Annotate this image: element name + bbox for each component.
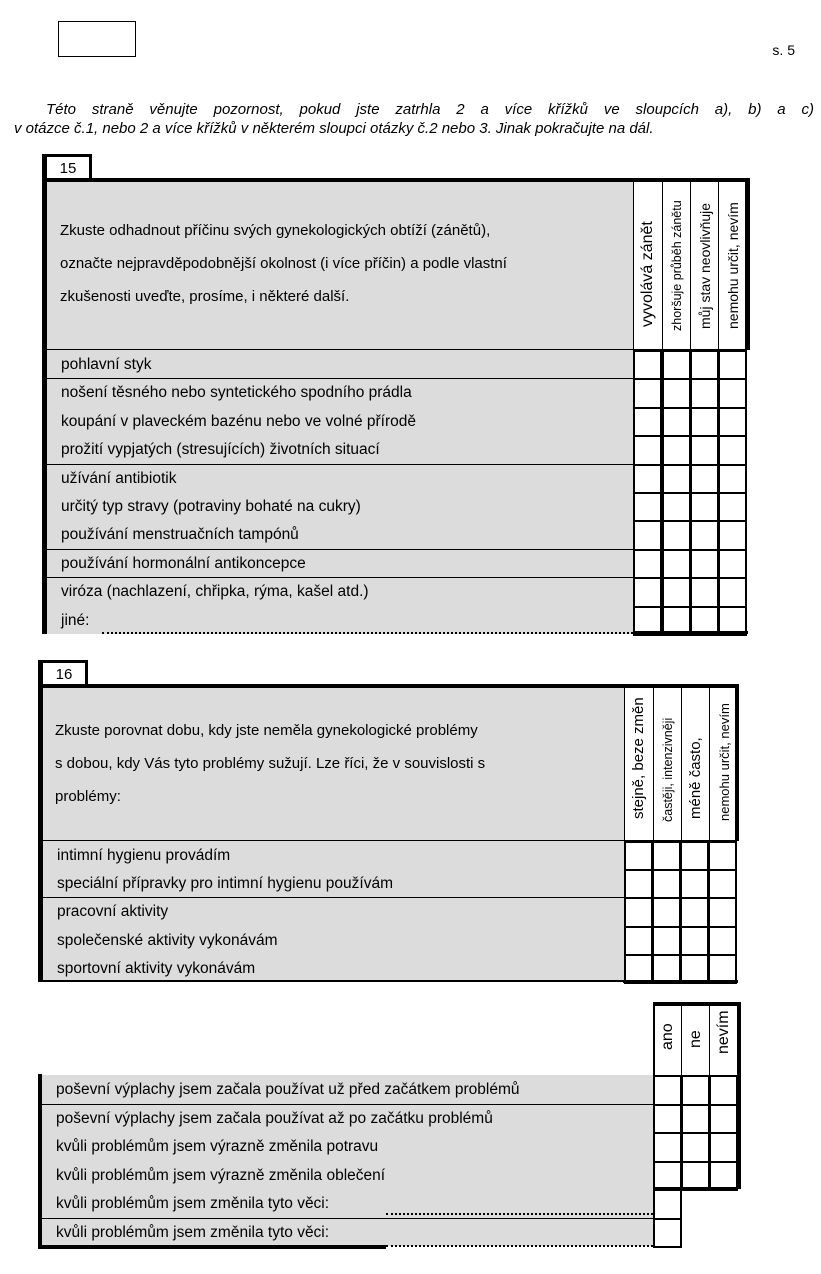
column-header	[662, 182, 690, 349]
answer-checkbox[interactable]	[690, 435, 719, 465]
column-header	[710, 1006, 737, 1074]
answer-checkbox[interactable]	[680, 869, 709, 899]
row-separator	[47, 464, 633, 465]
answer-checkbox[interactable]	[708, 841, 737, 871]
table-row-label: kvůli problémům jsem změnila tyto věci:	[42, 1189, 653, 1218]
answer-checkbox[interactable]	[681, 1075, 710, 1106]
table-row-label: pohlavní styk	[47, 350, 633, 378]
question-number: 16	[40, 660, 88, 686]
page-number: s. 5	[772, 42, 795, 58]
column-label: vyvolává zánět	[639, 221, 656, 327]
respondent-id-box[interactable]	[58, 21, 136, 57]
question-line: Zkuste porovnat dobu, kdy jste neměla gynekologické problémy	[55, 722, 478, 739]
question-line: zkušenosti uveďte, prosíme, i některé další.	[60, 288, 350, 305]
answer-checkbox[interactable]	[624, 841, 653, 871]
answer-checkbox[interactable]	[681, 1132, 710, 1163]
answer-checkbox[interactable]	[633, 464, 662, 494]
answer-checkbox[interactable]	[652, 926, 681, 956]
other-answer-field[interactable]	[102, 618, 633, 634]
answer-checkbox[interactable]	[690, 378, 719, 408]
column-label: ne	[686, 1030, 704, 1048]
table-row-label: poševní výplachy jsem začala používat už před začátkem problémů	[42, 1075, 653, 1104]
row-separator	[43, 897, 624, 898]
row-separator	[47, 577, 633, 578]
answer-checkbox[interactable]	[633, 378, 662, 408]
table-row-label: kvůli problémům jsem změnila tyto věci:	[42, 1218, 653, 1247]
answer-checkbox[interactable]	[690, 407, 719, 437]
answer-checkbox[interactable]	[662, 435, 691, 465]
column-header	[624, 688, 653, 840]
answer-checkbox[interactable]	[624, 926, 653, 956]
answer-checkbox[interactable]	[709, 1075, 738, 1106]
answer-checkbox[interactable]	[633, 520, 662, 550]
answer-checkbox[interactable]	[662, 492, 691, 522]
table-row-label: sportovní aktivity vykonávám	[43, 954, 624, 982]
column-header	[681, 688, 709, 840]
answer-checkbox[interactable]	[662, 464, 691, 494]
table-row-label: kvůli problémům jsem výrazně změnila potravu	[42, 1132, 653, 1161]
answer-checkbox[interactable]	[652, 841, 681, 871]
table-row-label: používání hormonální antikoncepce	[47, 549, 633, 577]
question-number: 15	[44, 154, 92, 180]
table-row-label: poševní výplachy jsem začala používat až po začátku problémů	[42, 1104, 653, 1133]
answer-checkbox[interactable]	[633, 407, 662, 437]
answer-checkbox[interactable]	[633, 435, 662, 465]
answer-checkbox[interactable]	[718, 464, 747, 494]
table-row-label: kvůli problémům jsem výrazně změnila oblečení	[42, 1161, 653, 1190]
answer-checkbox[interactable]	[653, 1189, 682, 1220]
table-bottom-border	[623, 980, 738, 983]
row-separator	[47, 549, 633, 550]
answer-checkbox[interactable]	[680, 841, 709, 871]
column-label: stejně, beze změn	[630, 697, 647, 819]
answer-checkbox[interactable]	[709, 1104, 738, 1135]
answer-checkbox[interactable]	[681, 1104, 710, 1135]
table-row-label: koupání v plaveckém bazénu nebo ve volné přírodě	[47, 407, 633, 435]
answer-checkbox[interactable]	[718, 378, 747, 408]
answer-checkbox[interactable]	[708, 897, 737, 927]
answer-checkbox[interactable]	[633, 350, 662, 380]
answer-checkbox[interactable]	[718, 350, 747, 380]
row-separator	[42, 1218, 653, 1219]
row-separator	[42, 1104, 653, 1105]
table-row-label: jiné:	[47, 606, 633, 634]
table-row-label: speciální přípravky pro intimní hygienu používám	[43, 869, 624, 897]
question-line: problémy:	[55, 788, 121, 805]
answer-checkbox[interactable]	[718, 435, 747, 465]
instructions	[14, 100, 814, 138]
other-answer-field[interactable]	[386, 1232, 653, 1247]
table-row-label: prožití vypjatých (stresujících) životních situací	[47, 435, 633, 463]
answer-checkbox[interactable]	[662, 350, 691, 380]
answer-checkbox[interactable]	[680, 897, 709, 927]
answer-checkbox[interactable]	[718, 407, 747, 437]
question-line: Zkuste odhadnout příčinu svých gynekologických obtíží (zánětů),	[60, 222, 491, 239]
answer-checkbox[interactable]	[680, 926, 709, 956]
question-line: s dobou, kdy Vás tyto problémy sužují. Lze říci, že v souvislosti s	[55, 755, 486, 772]
column-label: ano	[659, 1023, 676, 1050]
table-row-label: pracovní aktivity	[43, 897, 624, 925]
table-row-label: nošení těsného nebo syntetického spodního prádla	[47, 378, 633, 406]
answer-checkbox[interactable]	[690, 577, 719, 607]
answer-checkbox[interactable]	[624, 869, 653, 899]
answer-checkbox[interactable]	[709, 1132, 738, 1163]
answer-checkbox[interactable]	[662, 378, 691, 408]
answer-checkbox[interactable]	[690, 549, 719, 579]
answer-checkbox[interactable]	[662, 407, 691, 437]
column-label: nemohu určit, nevím	[716, 703, 732, 821]
column-label: nevím	[714, 1010, 732, 1054]
column-header	[682, 1006, 709, 1074]
question-line: označte nejpravděpodobnější okolnost (i více příčin) a podle vlastní	[60, 255, 507, 272]
column-header	[653, 688, 681, 840]
column-header	[690, 182, 718, 349]
column-label: nemohu určit, nevím	[724, 202, 741, 329]
answer-checkbox[interactable]	[633, 577, 662, 607]
column-label: zhoršuje průběh zánětu	[669, 199, 684, 331]
column-header	[709, 688, 737, 840]
answer-checkbox[interactable]	[662, 549, 691, 579]
column-header	[633, 182, 662, 349]
column-label: méně často,	[686, 737, 704, 819]
table-row-label: intimní hygienu provádím	[43, 841, 624, 869]
table-bottom-border	[38, 1245, 386, 1249]
answer-checkbox[interactable]	[653, 1132, 682, 1163]
answer-checkbox[interactable]	[718, 520, 747, 550]
question-text	[47, 182, 633, 349]
table-bottom-border	[653, 1187, 741, 1189]
answer-checkbox[interactable]	[624, 897, 653, 927]
answer-checkbox[interactable]	[653, 1075, 682, 1106]
table-row-label: viróza (nachlazení, chřipka, rýma, kašel atd.)	[47, 577, 633, 605]
answer-checkbox[interactable]	[633, 492, 662, 522]
column-header	[655, 1006, 681, 1074]
row-separator	[47, 378, 633, 379]
table-bottom-border	[633, 631, 748, 634]
answer-checkbox[interactable]	[662, 577, 691, 607]
answer-checkbox[interactable]	[690, 492, 719, 522]
answer-checkbox[interactable]	[652, 869, 681, 899]
table-row-label: společenské aktivity vykonávám	[43, 926, 624, 954]
table-row-label: používání menstruačních tampónů	[47, 520, 633, 548]
answer-checkbox[interactable]	[708, 926, 737, 956]
answer-checkbox[interactable]	[652, 897, 681, 927]
table-row-label: užívání antibiotik	[47, 464, 633, 492]
answer-checkbox[interactable]	[690, 350, 719, 380]
answer-checkbox[interactable]	[690, 464, 719, 494]
column-header	[718, 182, 746, 349]
answer-checkbox[interactable]	[718, 549, 747, 579]
column-label: častěji, intenzivněji	[660, 717, 675, 822]
answer-checkbox[interactable]	[718, 577, 747, 607]
table-row-label: určitý typ stravy (potraviny bohaté na cukry)	[47, 492, 633, 520]
answer-checkbox[interactable]	[718, 492, 747, 522]
answer-checkbox[interactable]	[690, 520, 719, 550]
answer-checkbox[interactable]	[653, 1218, 682, 1249]
column-label: můj stav neovlivňuje	[696, 202, 713, 329]
instructions-line-1: Této straně věnujte pozornost, pokud jste zatrhla 2 a více křížků ve sloupcích a), b) a c)	[46, 101, 814, 118]
answer-checkbox[interactable]	[662, 520, 691, 550]
answer-checkbox[interactable]	[708, 869, 737, 899]
other-answer-field[interactable]	[386, 1200, 653, 1215]
table-bottom-border	[40, 980, 623, 982]
answer-checkbox[interactable]	[633, 549, 662, 579]
answer-checkbox[interactable]	[653, 1104, 682, 1135]
question-text	[43, 688, 624, 840]
instructions-line-2: v otázce č.1, nebo 2 a více křížků v některém sloupci otázky č.2 nebo 3. Jinak pokračujte na dál.	[14, 120, 654, 137]
